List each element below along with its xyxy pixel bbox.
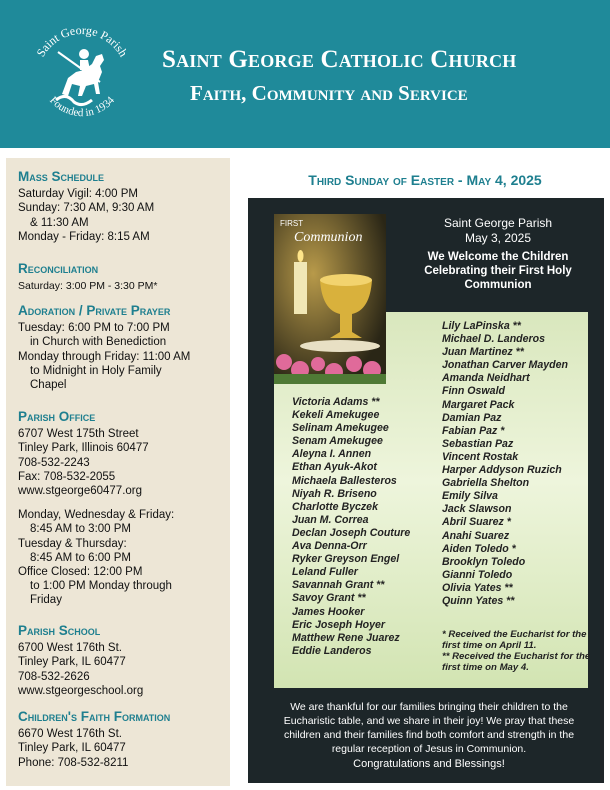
child-name: Ava Denna-Orr [292, 540, 367, 553]
child-name: Savannah Grant ** [292, 579, 385, 592]
office-hours-line: Monday, Wednesday & Friday: [18, 509, 175, 522]
first-communion-image [274, 214, 386, 384]
child-name: Fabian Paz * [442, 424, 505, 437]
child-name: Lily LaPinska ** [442, 320, 521, 332]
child-name: Emily Silva [442, 490, 498, 503]
adoration-heading: Adoration / Private Prayer [18, 303, 171, 318]
child-name: Selinam Amekugee [292, 422, 389, 435]
header-banner [0, 0, 610, 148]
child-name: Leland Fuller [292, 566, 358, 579]
photo-label-first: FIRST [280, 219, 304, 228]
child-name: Eric Joseph Hoyer [292, 618, 386, 631]
mass-line: Saturday Vigil: 4:00 PM [18, 188, 138, 201]
parish-office-section [18, 410, 228, 608]
formation-line: Tinley Park, IL 60477 [18, 742, 126, 755]
child-name: Finn Oswald [442, 385, 505, 398]
mass-line: & 11:30 AM [30, 216, 89, 229]
child-name: Sebastian Paz [442, 437, 514, 450]
thanks-message: We are thankful for our families bringing their children to the Eucharistic table, and we share in their joy! We pray that these children and their families find both comfort and strength in the regular reception of Jesus in Communion. [283, 701, 575, 755]
eucharist-notes [442, 629, 592, 673]
child-name: Aiden Toledo * [442, 542, 516, 555]
office-website-link[interactable]: www.stgeorge60477.org [18, 485, 143, 498]
adoration-line: in Church with Benediction [30, 336, 167, 349]
child-name: Matthew Rene Juarez [292, 631, 400, 644]
office-line: Fax: 708-532-2055 [18, 470, 116, 483]
child-name: Niyah R. Briseno [292, 487, 377, 500]
formation-line: Phone: 708-532-8211 [18, 756, 129, 769]
formation-line: 6670 West 176th St. [18, 728, 122, 741]
child-name: Michaela Ballesteros [292, 474, 397, 487]
child-name: Gabriella Shelton [442, 477, 530, 490]
office-hours-line: 8:45 AM to 6:00 PM [30, 551, 132, 564]
child-name: Kekeli Amekugee [292, 409, 380, 422]
school-website-link[interactable]: www.stgeorgeschool.org [18, 684, 144, 697]
mass-line: Monday - Friday: 8:15 AM [18, 230, 150, 243]
child-name: Charlotte Byczek [292, 500, 378, 513]
school-line: 6700 West 176th St. [18, 642, 122, 655]
sunday-title: Third Sunday of Easter - May 4, 2025 [308, 172, 542, 188]
child-name: Aleyna I. Annen [292, 448, 372, 461]
names-list-left [292, 396, 410, 658]
child-name: Ethan Ayuk-Akot [292, 461, 377, 474]
child-name: Anahi Suarez [442, 529, 510, 542]
child-name: Quinn Yates ** [442, 594, 515, 607]
adoration-section [18, 304, 228, 392]
child-name: Savoy Grant ** [292, 592, 366, 605]
mass-line: Sunday: 7:30 AM, 9:30 AM [18, 202, 155, 215]
note-april: * Received the Eucharist for the first time on April 11. [442, 629, 587, 651]
reconciliation-section [18, 262, 228, 293]
office-hours-line: Tuesday & Thursday: [18, 537, 127, 550]
adoration-line: Chapel [30, 379, 67, 392]
welcome-message: We Welcome the Children Celebrating their First Holy Communion [424, 251, 572, 291]
child-name: Harper Addyson Ruzich [442, 464, 562, 477]
note-may: ** Received the Eucharist for the first time on May 4. [442, 651, 591, 673]
parish-heading [398, 216, 598, 246]
child-name: Abril Suarez * [442, 516, 511, 529]
child-name: Juan M. Correa [292, 513, 369, 526]
child-name: Senam Amekugee [292, 435, 383, 448]
adoration-line: Tuesday: 6:00 PM to 7:00 PM [18, 322, 170, 335]
child-name: Margaret Pack [442, 398, 515, 411]
adoration-line: to Midnight in Holy Family [30, 364, 162, 377]
church-title: Saint George Catholic Church [162, 46, 517, 73]
adoration-line: Monday through Friday: 11:00 AM [18, 350, 191, 363]
mass-schedule-section [18, 170, 228, 244]
parish-office-heading: Parish Office [18, 409, 96, 424]
parish-seal-logo [22, 12, 142, 132]
office-hours-line: Friday [30, 594, 62, 607]
names-list-right [442, 320, 568, 608]
child-name: Eddie Landeros [292, 644, 372, 657]
first-communion-panel [248, 198, 604, 783]
child-name: Ryker Greyson Engel [292, 553, 400, 566]
mass-schedule-heading: Mass Schedule [18, 169, 105, 184]
child-name: James Hooker [292, 605, 365, 618]
faith-formation-section [18, 710, 228, 770]
reconciliation-heading: Reconciliation [18, 261, 99, 276]
office-line: Tinley Park, Illinois 60477 [18, 442, 149, 455]
seal-text-top: Saint George Parish [33, 22, 131, 60]
child-name: Jack Slawson [442, 503, 512, 516]
office-line: 708-532-2243 [18, 456, 90, 469]
st-george-horseman-icon [56, 49, 104, 105]
faith-formation-heading: Children's Faith Formation [18, 709, 171, 724]
child-name: Juan Martinez ** [442, 346, 524, 359]
child-name: Jonathan Carver Mayden [442, 359, 568, 372]
child-name: Declan Joseph Couture [292, 526, 411, 539]
parish-school-heading: Parish School [18, 623, 101, 638]
communion-chalice-image [274, 214, 386, 384]
child-name: Vincent Rostak [442, 450, 519, 463]
school-line: 708-532-2626 [18, 670, 90, 683]
parish-school-section [18, 624, 228, 698]
reconciliation-line: Saturday: 3:00 PM - 3:30 PM* [18, 280, 158, 293]
church-subtitle: Faith, Community and Service [190, 81, 468, 105]
office-line: 6707 West 175th Street [18, 428, 139, 441]
seal-text-bottom: Founded in 1934 [47, 94, 117, 120]
photo-label-communion: Communion [294, 230, 363, 245]
parish-name: Saint George Parish [443, 216, 553, 230]
info-sidebar [6, 158, 230, 786]
office-hours-line: to 1:00 PM Monday through [30, 580, 172, 593]
child-name: Victoria Adams ** [292, 396, 380, 408]
congratulations-message: Congratulations and Blessings! [353, 758, 505, 770]
child-name: Damian Paz [442, 411, 502, 424]
office-hours-line: 8:45 AM to 3:00 PM [30, 523, 132, 536]
child-name: Olivia Yates ** [442, 581, 513, 594]
child-name: Gianni Toledo [442, 568, 513, 581]
child-name: Michael D. Landeros [442, 333, 546, 346]
child-name: Amanda Neidhart [442, 372, 530, 385]
celebration-date: May 3, 2025 [464, 231, 532, 245]
office-hours-line: Office Closed: 12:00 PM [18, 566, 143, 579]
child-name: Brooklyn Toledo [442, 555, 526, 568]
school-line: Tinley Park, IL 60477 [18, 656, 126, 669]
